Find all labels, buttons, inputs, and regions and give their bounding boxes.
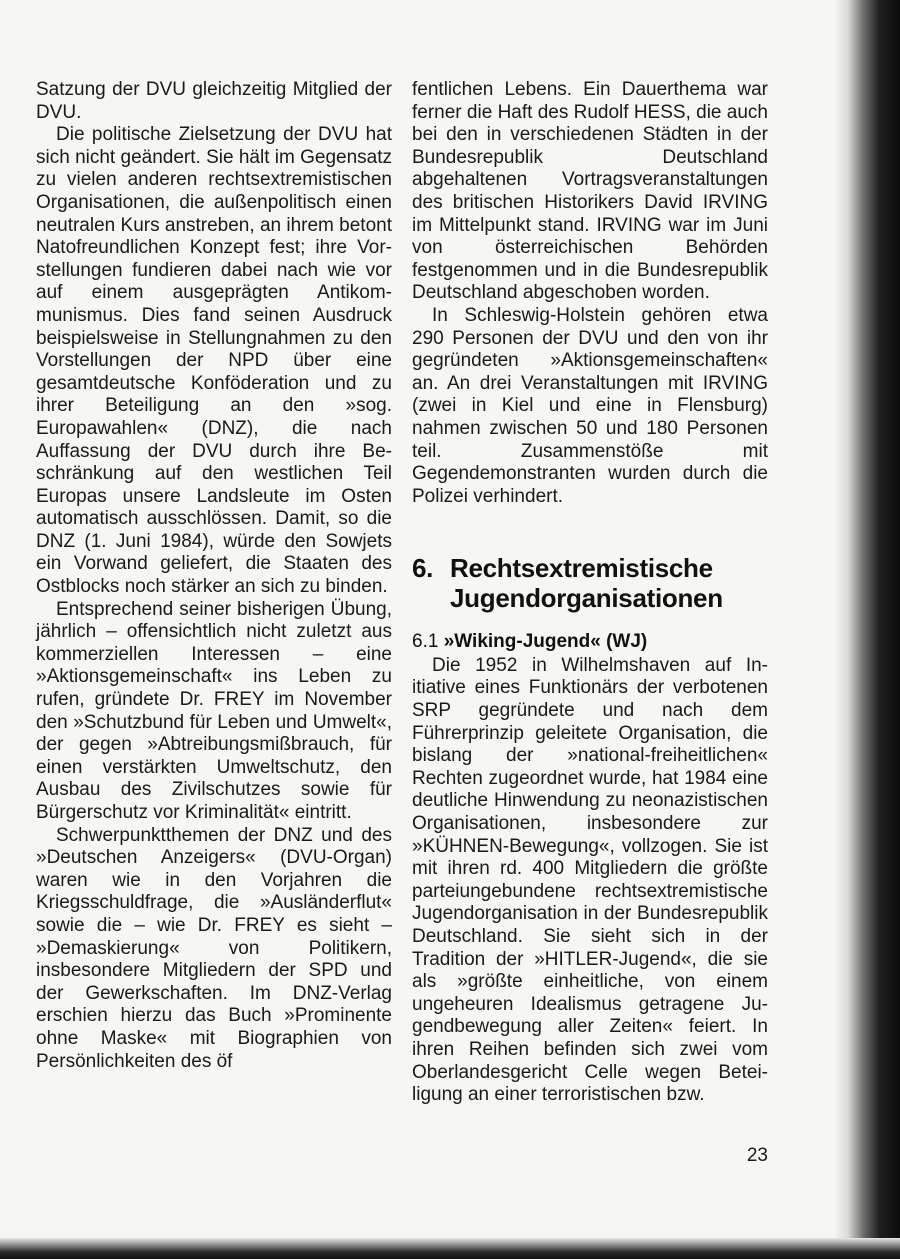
subsection-title: »Wiking-Jugend« (WJ)	[443, 631, 648, 653]
page-bottom-edge	[0, 1238, 900, 1259]
book-spine-shadow	[836, 0, 900, 1259]
paragraph: Satzung der DVU gleichzeitig Mitglied der DVU.	[36, 79, 392, 123]
paragraph: Entsprechend seiner bisherigen Übung, jährlich – offensichtlich nicht zuletzt aus kommerziellen Interessen – eine »Aktionsgemeinschaft« ins Leben zu rufen, gründete Dr. FREY im November den »Schutzbund für Leben und Umwelt«, der gegen »Abtreibungsmißbrauch, für einen verstärkten Umweltschutz, den Ausbau des Zivilschutzes sowie für Bürgerschutz vor Kriminalität« eintritt.	[36, 598, 392, 823]
paragraph: fentlichen Lebens. Ein Dauerthema war ferner die Haft des Rudolf HESS, die auch bei den in verschiedenen Städten in der Bundesrepublik Deutschland abgehaltenen Vortragsveranstaltungen des britischen Historikers David IRVING im Mittelpunkt stand. IRVING war im Juni von österreichischen Behörden festgenommen und in die Bundesrepublik Deutschland abgeschoben worden.	[412, 79, 768, 304]
subsection-heading	[412, 631, 768, 654]
paragraph: Die politische Zielsetzung der DVU hat sich nicht geändert. Sie hält im Gegensatz zu vielen anderen rechtsextremistischen Organisationen, die außenpolitisch einen neutralen Kurs anstreben, an ihrem betont Natofreundlichen Konzept fest; ihre Vorstellungen fundieren dabei nach wie vor auf einem ausgeprägten Antikommunismus. Dies fand seinen Ausdruck beispielsweise in Stellungnahmen zu den Vorstellungen der NPD über eine gesamtdeutsche Konföderation und zu ihrer Beteiligung an den »sog. Europawahlen« (DNZ), die nach Auffassung der DVU durch ihre Beschränkung auf den westlichen Teil Europas unsere Landsleute im Osten automatisch ausschlössen. Damit, so die DNZ (1. Juni 1984), würde den Sowjets ein Vorwand geliefert, die Staaten des Ostblocks noch stärker an sich zu binden.	[36, 124, 392, 598]
subsection-number: 6.1	[412, 631, 439, 653]
paragraph: In Schleswig-Holstein gehören etwa 290 Personen der DVU und den von ihr gegründeten »Aktionsgemeinschaften« an. An drei Veranstaltungen mit IRVING (zwei in Kiel und eine in Flensburg) nahmen zwischen 50 und 180 Personen teil. Zusammenstöße mit Gegendemonstranten wurden durch die Polizei verhindert.	[412, 304, 768, 507]
section-heading	[412, 553, 768, 613]
section-title: Rechtsextremistische Jugendorganisationen	[450, 553, 723, 614]
left-column	[36, 79, 392, 1073]
section-number: 6.	[412, 553, 434, 584]
right-column	[412, 79, 768, 1107]
paragraph: Die 1952 in Wilhelmshaven auf Initiative eines Funktionärs der verbotenen SRP gegründete und nach dem Führerprinzip geleitete Organisation, die bislang der »national-freiheitlichen« Rechten zugeordnet wurde, hat 1984 eine deutliche Hinwendung zu neonazistischen Organisationen, insbesondere zur »KÜHNEN-Bewegung«, vollzogen. Sie ist mit ihren rd. 400 Mitgliedern die größte parteiungebundene rechtsextremistische Jugendorganisation in der Bundesrepublik Deutschland. Sie sieht sich in der Tradition der »HITLER-Jugend«, die sie als »größte einheitliche, von einem ungeheuren Idealismus getragene Jugendbewegung aller Zeiten« feiert. In ihren Reihen befinden sich zwei vom Oberlandesgericht Celle wegen Beteiligung an einer terroristischen bzw.	[412, 654, 768, 1106]
paragraph: Schwerpunktthemen der DNZ und des »Deutschen Anzeigers« (DVU-Organ) waren wie in den Vorjahren die Kriegsschuldfrage, die »Ausländerflut« sowie die – wie Dr. FREY es sieht – »Demaskierung« von Politikern, insbesondere Mitgliedern der SPD und der Gewerkschaften. Im DNZ-Verlag erschien hierzu das Buch »Prominente ohne Maske« mit Biographien von Persönlichkeiten des öf	[36, 824, 392, 1072]
page-number: 23	[746, 1145, 768, 1166]
